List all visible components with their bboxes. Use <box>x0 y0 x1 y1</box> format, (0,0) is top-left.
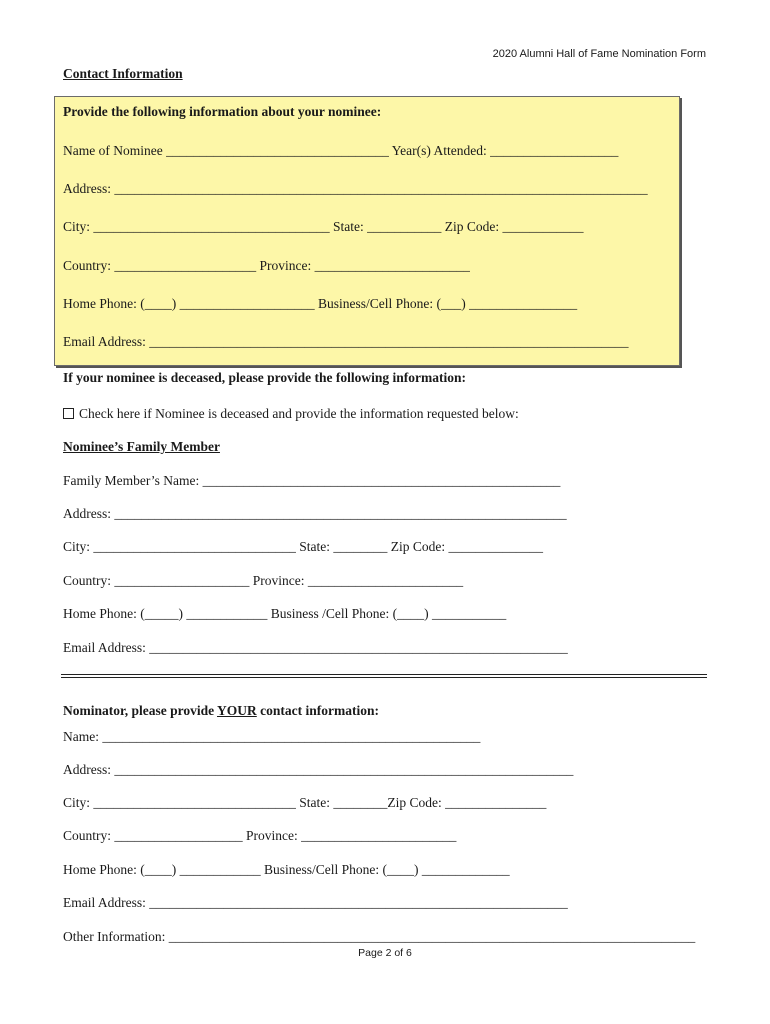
section-divider <box>61 677 707 678</box>
nominee-box-heading: Provide the following information about your nominee: <box>63 104 382 119</box>
nominee-name-field[interactable]: Name of Nominee _________________________________ Year(s) Attended: ___________________ <box>63 143 619 158</box>
nominator-email-field[interactable]: Email Address: ______________________________________________________________ <box>63 895 568 910</box>
nominee-country-province-field[interactable]: Country: _____________________ Province: _______________________ <box>63 258 470 273</box>
nominator-address-field[interactable]: Address: ____________________________________________________________________ <box>63 762 574 777</box>
page-number: Page 2 of 6 <box>358 947 412 959</box>
deceased-checkbox-label: Check here if Nominee is deceased and provide the information requested below: <box>79 406 519 421</box>
nominee-phone-field[interactable]: Home Phone: (____) ____________________ Business/Cell Phone: (___) ________________ <box>63 296 578 311</box>
nominator-other-info-field[interactable]: Other Information: ______________________________________________________________________________ <box>63 929 696 944</box>
form-title-header: 2020 Alumni Hall of Fame Nomination Form <box>492 48 706 60</box>
contact-information-heading: Contact Information <box>63 66 183 81</box>
nominator-city-state-zip-field[interactable]: City: ______________________________ State: ________Zip Code: _______________ <box>63 795 547 810</box>
nominator-country-province-field[interactable]: Country: ___________________ Province: _______________________ <box>63 828 457 843</box>
deceased-checkbox[interactable] <box>63 408 74 419</box>
nominator-heading: Nominator, please provide YOUR contact information: <box>63 703 379 718</box>
family-country-province-field[interactable]: Country: ____________________ Province: _______________________ <box>63 573 464 588</box>
family-member-heading: Nominee’s Family Member <box>63 439 220 454</box>
family-phone-field[interactable]: Home Phone: (_____) ____________ Business /Cell Phone: (____) ___________ <box>63 606 507 621</box>
family-name-field[interactable]: Family Member’s Name: _____________________________________________________ <box>63 473 561 488</box>
family-email-field[interactable]: Email Address: ______________________________________________________________ <box>63 640 568 655</box>
section-divider <box>61 674 707 675</box>
nominee-address-field[interactable]: Address: _______________________________________________________________________________ <box>63 181 648 196</box>
nominee-email-field[interactable]: Email Address: _______________________________________________________________________ <box>63 334 629 349</box>
family-city-state-zip-field[interactable]: City: ______________________________ State: ________ Zip Code: ______________ <box>63 539 543 554</box>
family-address-field[interactable]: Address: ___________________________________________________________________ <box>63 506 567 521</box>
deceased-heading: If your nominee is deceased, please provide the following information: <box>63 370 466 385</box>
nominator-name-field[interactable]: Name: ________________________________________________________ <box>63 729 481 744</box>
nominator-phone-field[interactable]: Home Phone: (____) ____________ Business/Cell Phone: (____) _____________ <box>63 862 510 877</box>
deceased-checkbox-row[interactable] <box>63 406 519 422</box>
nominee-city-state-zip-field[interactable]: City: ___________________________________ State: ___________ Zip Code: ____________ <box>63 219 584 234</box>
